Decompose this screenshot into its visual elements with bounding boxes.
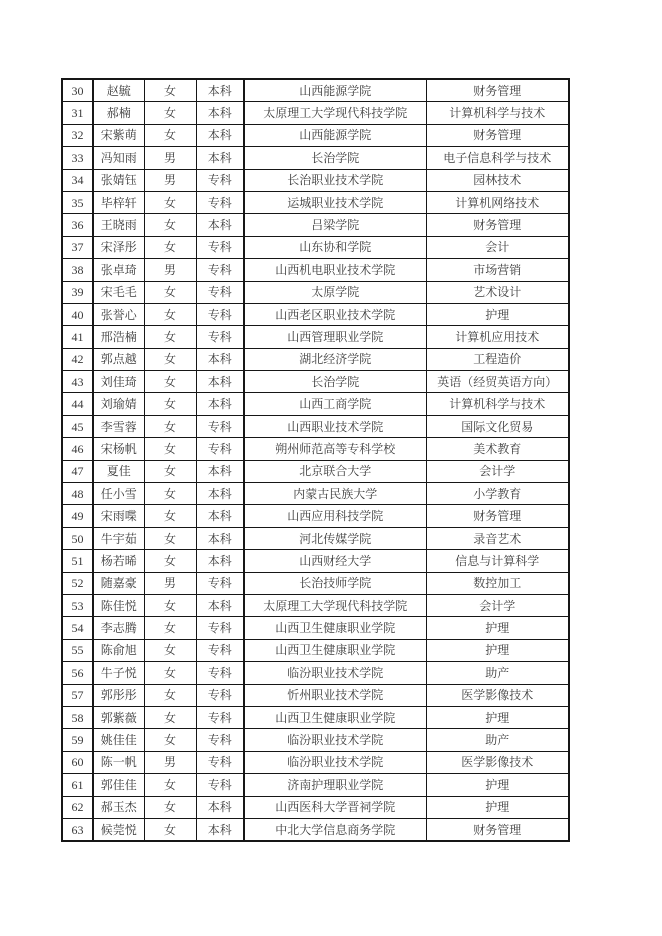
cell-number: 44 xyxy=(62,393,93,415)
table-row xyxy=(62,774,569,796)
cell-school: 中北大学信息商务学院 xyxy=(244,818,426,841)
cell-major: 计算机科学与技术 xyxy=(426,102,569,124)
cell-school: 山西管理职业学院 xyxy=(244,326,426,348)
cell-number: 30 xyxy=(62,79,93,102)
cell-major: 工程造价 xyxy=(426,348,569,370)
cell-gender: 女 xyxy=(144,460,196,482)
cell-major: 会计学 xyxy=(426,460,569,482)
cell-major: 英语（经贸英语方向） xyxy=(426,371,569,393)
cell-gender: 女 xyxy=(144,818,196,841)
table-row xyxy=(62,460,569,482)
table-row xyxy=(62,259,569,281)
cell-school: 山西老区职业技术学院 xyxy=(244,303,426,325)
cell-name: 宋泽彤 xyxy=(93,236,144,258)
cell-gender: 女 xyxy=(144,348,196,370)
cell-school: 长治职业技术学院 xyxy=(244,169,426,191)
table-row xyxy=(62,818,569,841)
cell-education-level: 本科 xyxy=(196,818,244,841)
cell-education-level: 本科 xyxy=(196,393,244,415)
cell-education-level: 本科 xyxy=(196,214,244,236)
cell-number: 35 xyxy=(62,191,93,213)
cell-name: 宋毛毛 xyxy=(93,281,144,303)
table-row xyxy=(62,348,569,370)
cell-number: 57 xyxy=(62,684,93,706)
cell-gender: 女 xyxy=(144,684,196,706)
cell-school: 山西财经大学 xyxy=(244,550,426,572)
cell-school: 朔州师范高等专科学校 xyxy=(244,438,426,460)
cell-number: 42 xyxy=(62,348,93,370)
cell-education-level: 本科 xyxy=(196,796,244,818)
cell-education-level: 专科 xyxy=(196,706,244,728)
cell-gender: 女 xyxy=(144,706,196,728)
cell-major: 护理 xyxy=(426,617,569,639)
cell-name: 毕梓轩 xyxy=(93,191,144,213)
cell-major: 美术教育 xyxy=(426,438,569,460)
cell-name: 宋紫萌 xyxy=(93,124,144,146)
cell-name: 随嘉豪 xyxy=(93,572,144,594)
cell-number: 31 xyxy=(62,102,93,124)
cell-number: 38 xyxy=(62,259,93,281)
cell-school: 山东协和学院 xyxy=(244,236,426,258)
cell-education-level: 专科 xyxy=(196,415,244,437)
cell-gender: 女 xyxy=(144,214,196,236)
table-row xyxy=(62,505,569,527)
table-row xyxy=(62,527,569,549)
cell-number: 55 xyxy=(62,639,93,661)
cell-number: 52 xyxy=(62,572,93,594)
cell-major: 艺术设计 xyxy=(426,281,569,303)
cell-gender: 男 xyxy=(144,169,196,191)
cell-education-level: 专科 xyxy=(196,639,244,661)
table-row xyxy=(62,147,569,169)
cell-name: 宋雨喋 xyxy=(93,505,144,527)
cell-major: 录音艺术 xyxy=(426,527,569,549)
table-row xyxy=(62,617,569,639)
table-row xyxy=(62,79,569,102)
table-row xyxy=(62,796,569,818)
cell-gender: 女 xyxy=(144,617,196,639)
cell-education-level: 专科 xyxy=(196,259,244,281)
cell-education-level: 本科 xyxy=(196,371,244,393)
cell-school: 山西卫生健康职业学院 xyxy=(244,639,426,661)
cell-name: 姚佳佳 xyxy=(93,729,144,751)
cell-name: 张誉心 xyxy=(93,303,144,325)
cell-number: 36 xyxy=(62,214,93,236)
cell-name: 冯知雨 xyxy=(93,147,144,169)
table-row xyxy=(62,415,569,437)
cell-major: 园林技术 xyxy=(426,169,569,191)
cell-gender: 女 xyxy=(144,326,196,348)
table-row xyxy=(62,191,569,213)
table-row xyxy=(62,729,569,751)
cell-gender: 女 xyxy=(144,483,196,505)
table-row xyxy=(62,572,569,594)
table-row xyxy=(62,326,569,348)
cell-name: 任小雪 xyxy=(93,483,144,505)
table-row xyxy=(62,594,569,616)
cell-education-level: 本科 xyxy=(196,483,244,505)
cell-number: 53 xyxy=(62,594,93,616)
cell-school: 北京联合大学 xyxy=(244,460,426,482)
cell-education-level: 本科 xyxy=(196,460,244,482)
cell-number: 63 xyxy=(62,818,93,841)
cell-school: 济南护理职业学院 xyxy=(244,774,426,796)
cell-gender: 女 xyxy=(144,639,196,661)
cell-number: 54 xyxy=(62,617,93,639)
cell-number: 34 xyxy=(62,169,93,191)
cell-major: 助产 xyxy=(426,662,569,684)
cell-gender: 女 xyxy=(144,236,196,258)
cell-school: 临汾职业技术学院 xyxy=(244,729,426,751)
cell-number: 61 xyxy=(62,774,93,796)
cell-major: 助产 xyxy=(426,729,569,751)
cell-gender: 女 xyxy=(144,303,196,325)
cell-number: 60 xyxy=(62,751,93,773)
cell-major: 护理 xyxy=(426,774,569,796)
cell-education-level: 本科 xyxy=(196,79,244,102)
cell-school: 太原学院 xyxy=(244,281,426,303)
cell-major: 数控加工 xyxy=(426,572,569,594)
cell-number: 62 xyxy=(62,796,93,818)
cell-education-level: 专科 xyxy=(196,438,244,460)
cell-name: 陈俞旭 xyxy=(93,639,144,661)
cell-gender: 女 xyxy=(144,527,196,549)
cell-school: 吕梁学院 xyxy=(244,214,426,236)
cell-school: 山西医科大学晋祠学院 xyxy=(244,796,426,818)
cell-education-level: 本科 xyxy=(196,348,244,370)
cell-major: 信息与计算科学 xyxy=(426,550,569,572)
cell-number: 46 xyxy=(62,438,93,460)
cell-number: 40 xyxy=(62,303,93,325)
cell-education-level: 专科 xyxy=(196,303,244,325)
table-row xyxy=(62,393,569,415)
cell-gender: 女 xyxy=(144,550,196,572)
cell-major: 护理 xyxy=(426,303,569,325)
cell-major: 护理 xyxy=(426,796,569,818)
cell-major: 医学影像技术 xyxy=(426,684,569,706)
cell-education-level: 专科 xyxy=(196,662,244,684)
cell-school: 太原理工大学现代科技学院 xyxy=(244,102,426,124)
cell-name: 刘瑜婧 xyxy=(93,393,144,415)
cell-number: 56 xyxy=(62,662,93,684)
cell-school: 山西能源学院 xyxy=(244,124,426,146)
cell-number: 59 xyxy=(62,729,93,751)
cell-major: 计算机科学与技术 xyxy=(426,393,569,415)
cell-school: 山西机电职业技术学院 xyxy=(244,259,426,281)
table-row xyxy=(62,371,569,393)
cell-education-level: 专科 xyxy=(196,751,244,773)
cell-number: 50 xyxy=(62,527,93,549)
cell-gender: 女 xyxy=(144,662,196,684)
cell-education-level: 专科 xyxy=(196,684,244,706)
cell-name: 赵毓 xyxy=(93,79,144,102)
cell-name: 陈一帆 xyxy=(93,751,144,773)
cell-gender: 女 xyxy=(144,505,196,527)
cell-number: 41 xyxy=(62,326,93,348)
cell-education-level: 本科 xyxy=(196,527,244,549)
cell-education-level: 本科 xyxy=(196,550,244,572)
cell-gender: 女 xyxy=(144,438,196,460)
cell-school: 长治学院 xyxy=(244,371,426,393)
cell-major: 财务管理 xyxy=(426,214,569,236)
cell-education-level: 专科 xyxy=(196,617,244,639)
cell-major: 市场营销 xyxy=(426,259,569,281)
table-row xyxy=(62,662,569,684)
cell-number: 39 xyxy=(62,281,93,303)
cell-name: 邢浩楠 xyxy=(93,326,144,348)
cell-gender: 女 xyxy=(144,102,196,124)
cell-name: 张婧钰 xyxy=(93,169,144,191)
cell-number: 45 xyxy=(62,415,93,437)
cell-name: 郝玉杰 xyxy=(93,796,144,818)
cell-school: 忻州职业技术学院 xyxy=(244,684,426,706)
cell-major: 计算机网络技术 xyxy=(426,191,569,213)
table-row xyxy=(62,639,569,661)
cell-school: 湖北经济学院 xyxy=(244,348,426,370)
cell-education-level: 专科 xyxy=(196,572,244,594)
cell-number: 32 xyxy=(62,124,93,146)
table-row xyxy=(62,124,569,146)
cell-name: 牛子悦 xyxy=(93,662,144,684)
cell-number: 51 xyxy=(62,550,93,572)
cell-name: 李雪蓉 xyxy=(93,415,144,437)
table-row xyxy=(62,706,569,728)
cell-name: 陈佳悦 xyxy=(93,594,144,616)
cell-gender: 女 xyxy=(144,729,196,751)
cell-school: 山西应用科技学院 xyxy=(244,505,426,527)
cell-school: 山西卫生健康职业学院 xyxy=(244,617,426,639)
cell-school: 山西职业技术学院 xyxy=(244,415,426,437)
table-row xyxy=(62,303,569,325)
cell-school: 长治技师学院 xyxy=(244,572,426,594)
cell-education-level: 本科 xyxy=(196,102,244,124)
cell-gender: 女 xyxy=(144,774,196,796)
cell-school: 运城职业技术学院 xyxy=(244,191,426,213)
cell-education-level: 专科 xyxy=(196,326,244,348)
cell-school: 山西工商学院 xyxy=(244,393,426,415)
cell-number: 49 xyxy=(62,505,93,527)
cell-major: 计算机应用技术 xyxy=(426,326,569,348)
table-row xyxy=(62,281,569,303)
cell-school: 太原理工大学现代科技学院 xyxy=(244,594,426,616)
cell-major: 护理 xyxy=(426,639,569,661)
student-table xyxy=(61,78,570,842)
cell-name: 郭点越 xyxy=(93,348,144,370)
cell-education-level: 专科 xyxy=(196,281,244,303)
cell-school: 山西能源学院 xyxy=(244,79,426,102)
cell-major: 财务管理 xyxy=(426,818,569,841)
table-row xyxy=(62,684,569,706)
cell-name: 宋杨帆 xyxy=(93,438,144,460)
cell-name: 夏佳 xyxy=(93,460,144,482)
cell-education-level: 本科 xyxy=(196,124,244,146)
cell-name: 刘佳琦 xyxy=(93,371,144,393)
cell-gender: 女 xyxy=(144,415,196,437)
student-table-body xyxy=(62,79,569,841)
cell-gender: 男 xyxy=(144,147,196,169)
cell-school: 内蒙古民族大学 xyxy=(244,483,426,505)
cell-major: 会计学 xyxy=(426,594,569,616)
cell-education-level: 专科 xyxy=(196,774,244,796)
cell-number: 33 xyxy=(62,147,93,169)
cell-gender: 男 xyxy=(144,572,196,594)
cell-name: 候莞悦 xyxy=(93,818,144,841)
cell-gender: 女 xyxy=(144,124,196,146)
cell-school: 河北传媒学院 xyxy=(244,527,426,549)
cell-name: 杨若晞 xyxy=(93,550,144,572)
cell-education-level: 本科 xyxy=(196,147,244,169)
table-row xyxy=(62,483,569,505)
cell-education-level: 专科 xyxy=(196,729,244,751)
cell-major: 小学教育 xyxy=(426,483,569,505)
cell-education-level: 专科 xyxy=(196,169,244,191)
cell-number: 43 xyxy=(62,371,93,393)
cell-major: 电子信息科学与技术 xyxy=(426,147,569,169)
table-row xyxy=(62,751,569,773)
cell-education-level: 专科 xyxy=(196,236,244,258)
table-row xyxy=(62,102,569,124)
cell-major: 国际文化贸易 xyxy=(426,415,569,437)
cell-gender: 男 xyxy=(144,259,196,281)
cell-major: 财务管理 xyxy=(426,124,569,146)
table-row xyxy=(62,438,569,460)
cell-education-level: 本科 xyxy=(196,594,244,616)
table-row xyxy=(62,550,569,572)
cell-name: 王晓雨 xyxy=(93,214,144,236)
cell-school: 长治学院 xyxy=(244,147,426,169)
cell-gender: 女 xyxy=(144,79,196,102)
cell-number: 47 xyxy=(62,460,93,482)
cell-major: 护理 xyxy=(426,706,569,728)
cell-school: 临汾职业技术学院 xyxy=(244,751,426,773)
cell-major: 财务管理 xyxy=(426,79,569,102)
cell-name: 李志腾 xyxy=(93,617,144,639)
table-row xyxy=(62,214,569,236)
cell-name: 郭彤彤 xyxy=(93,684,144,706)
cell-gender: 女 xyxy=(144,594,196,616)
cell-major: 医学影像技术 xyxy=(426,751,569,773)
cell-school: 临汾职业技术学院 xyxy=(244,662,426,684)
cell-major: 会计 xyxy=(426,236,569,258)
cell-name: 张卓琦 xyxy=(93,259,144,281)
cell-number: 37 xyxy=(62,236,93,258)
cell-name: 郭佳佳 xyxy=(93,774,144,796)
cell-school: 山西卫生健康职业学院 xyxy=(244,706,426,728)
cell-name: 郝楠 xyxy=(93,102,144,124)
cell-education-level: 专科 xyxy=(196,191,244,213)
cell-name: 郭紫薇 xyxy=(93,706,144,728)
cell-number: 48 xyxy=(62,483,93,505)
cell-gender: 女 xyxy=(144,393,196,415)
cell-number: 58 xyxy=(62,706,93,728)
cell-gender: 女 xyxy=(144,191,196,213)
table-row xyxy=(62,236,569,258)
cell-gender: 女 xyxy=(144,371,196,393)
cell-gender: 女 xyxy=(144,796,196,818)
cell-gender: 男 xyxy=(144,751,196,773)
table-row xyxy=(62,169,569,191)
cell-major: 财务管理 xyxy=(426,505,569,527)
cell-name: 牛宇茹 xyxy=(93,527,144,549)
cell-education-level: 本科 xyxy=(196,505,244,527)
cell-gender: 女 xyxy=(144,281,196,303)
